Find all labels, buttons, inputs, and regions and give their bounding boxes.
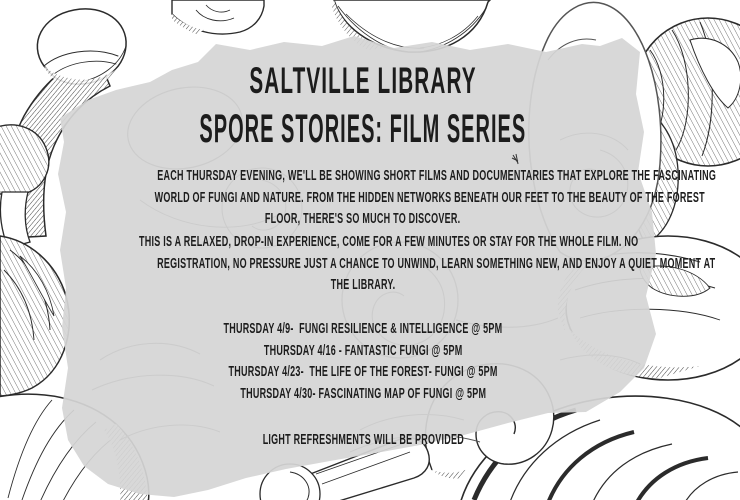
schedule-item: THURSDAY 4/23- THE LIFE OF THE FOREST- FUNGI @ 5PM bbox=[228, 364, 498, 380]
schedule-item: THURSDAY 4/16 - FANTASTIC FUNGI @ 5PM bbox=[263, 342, 463, 359]
page-title-text: SALTVILLE LIBRARY bbox=[249, 60, 477, 101]
page-subtitle-text: SPORE STORIES: FILM SERIES bbox=[199, 107, 527, 151]
details-line: REGISTRATION, NO PRESSURE JUST A CHANCE TO UNWIND, LEARN SOMETHING NEW, AND ENJOY A QUIET MOMENT AT bbox=[157, 255, 716, 272]
footer-note: LIGHT REFRESHMENTS WILL BE PROVIDED bbox=[262, 432, 464, 448]
schedule-item: THURSDAY 4/30- FASCINATING MAP OF FUNGI @ 5PM bbox=[240, 385, 486, 402]
details-line: THIS IS A RELAXED, DROP-IN EXPERIENCE, COME FOR A FEW MINUTES OR STAY FOR THE WHOLE FILM. NO bbox=[139, 234, 639, 250]
details-line: THE LIBRARY. bbox=[330, 277, 396, 293]
intro-line: WORLD OF FUNGI AND NATURE. FROM THE HIDDEN NETWORKS BENEATH OUR FEET TO THE BEAUTY OF THE FOREST bbox=[154, 189, 705, 206]
mushroom-illustration-top-swirl bbox=[172, 0, 264, 34]
intro-line: FLOOR, THERE'S SO MUCH TO DISCOVER. bbox=[265, 211, 461, 227]
mushroom-illustration-left-middle bbox=[0, 236, 69, 396]
schedule-item: THURSDAY 4/9- FUNGI RESILIENCE & INTELLIGENCE @ 5PM bbox=[223, 321, 503, 337]
intro-line: EACH THURSDAY EVENING, WE'LL BE SHOWING SHORT FILMS AND DOCUMENTARIES THAT EXPLORE THE FASCINATING bbox=[157, 168, 717, 184]
